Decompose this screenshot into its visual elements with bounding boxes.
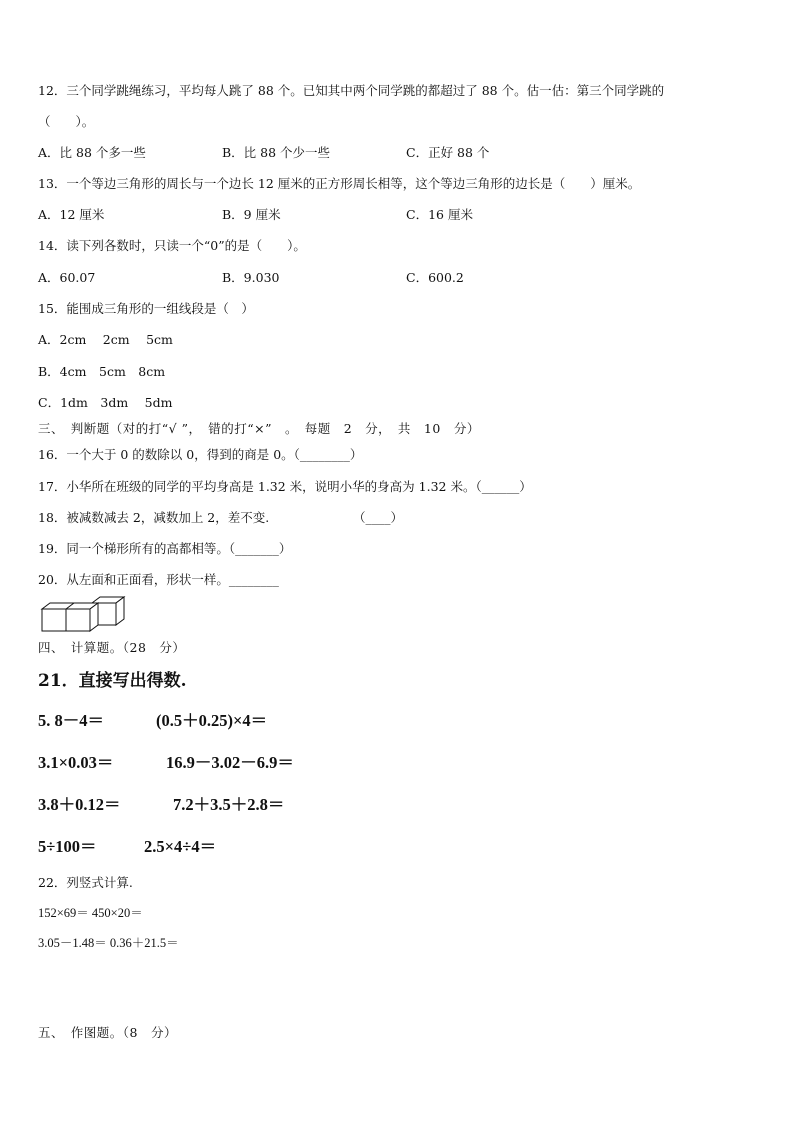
section-3-heading: 三、 判断题（对的打“√ ”， 错的打“×” 。 每题 2 分， 共 10 分） bbox=[38, 421, 480, 436]
q21-item-5: 3.8＋0.12＝ bbox=[38, 795, 121, 814]
q18-answer-blank[interactable]: （____） bbox=[353, 510, 404, 525]
cube-stack-figure bbox=[40, 595, 128, 635]
q21-row-4 bbox=[38, 836, 558, 858]
q13-option-c[interactable]: C．16 厘米 bbox=[406, 207, 473, 222]
q21-row-2 bbox=[38, 752, 558, 774]
q17-text: 17．小华所在班级的同学的平均身高是 1.32 米，说明小华的身高为 1.32 米。（______） bbox=[38, 479, 532, 494]
q18-text: 18．被减数减去 2，减数加上 2，差不变. bbox=[38, 510, 270, 525]
q21-item-7: 5÷100＝ bbox=[38, 837, 97, 856]
q12-answer-paren: （ ）。 bbox=[38, 114, 95, 129]
q13-option-a[interactable]: A．12 厘米 bbox=[38, 207, 105, 222]
q15-option-c[interactable]: C．1dm 3dm 5dm bbox=[38, 395, 173, 410]
q15-text: 15．能围成三角形的一组线段是（ ） bbox=[38, 301, 254, 316]
section-5-heading: 五、 作图题。（8 分） bbox=[38, 1025, 177, 1040]
q21-item-6: 7.2＋3.5＋2.8＝ bbox=[173, 795, 285, 814]
q14-option-b[interactable]: B．9.030 bbox=[222, 270, 280, 285]
q21-title: 21．直接写出得数. bbox=[38, 671, 187, 691]
q12-options bbox=[38, 145, 598, 161]
q12-text: 12．三个同学跳绳练习，平均每人跳了 88 个。已知其中两个同学跳的都超过了 88 个。估一估：第三个同学跳的 bbox=[38, 83, 665, 98]
q22-title: 22．列竖式计算. bbox=[38, 875, 133, 890]
q21-item-8: 2.5×4÷4＝ bbox=[144, 837, 217, 856]
q21-row-3 bbox=[38, 794, 558, 816]
q21-row-1 bbox=[38, 710, 558, 732]
q16-text: 16．一个大于 0 的数除以 0，得到的商是 0。（________） bbox=[38, 447, 363, 462]
q22-line-1: 152×69＝ 450×20＝ bbox=[38, 906, 143, 920]
q13-text: 13．一个等边三角形的周长与一个边长 12 厘米的正方形周长相等，这个等边三角形的边长是（ ）厘米。 bbox=[38, 176, 641, 191]
q22-line-2: 3.05－1.48＝ 0.36＋21.5＝ bbox=[38, 936, 179, 950]
q14-text: 14．读下列各数时，只读一个“0”的是（ ）。 bbox=[38, 238, 306, 253]
q21-item-4: 16.9－3.02－6.9＝ bbox=[166, 753, 294, 772]
q21-item-3: 3.1×0.03＝ bbox=[38, 753, 114, 772]
section-4-heading: 四、 计算题。（28 分） bbox=[38, 640, 186, 655]
q14-options bbox=[38, 270, 598, 286]
q15-option-a[interactable]: A．2cm 2cm 5cm bbox=[38, 332, 173, 347]
q13-options bbox=[38, 207, 598, 223]
q15-option-b[interactable]: B．4cm 5cm 8cm bbox=[38, 364, 166, 379]
q14-option-c[interactable]: C．600.2 bbox=[406, 270, 464, 285]
q21-item-1: 5. 8－4＝ bbox=[38, 711, 104, 730]
q12-option-c[interactable]: C．正好 88 个 bbox=[406, 145, 490, 160]
q20-text: 20．从左面和正面看，形状一样。________ bbox=[38, 572, 279, 587]
q21-item-2: (0.5＋0.25)×4＝ bbox=[156, 711, 268, 730]
q19-text: 19．同一个梯形所有的高都相等。（_______） bbox=[38, 541, 292, 556]
q12-option-a[interactable]: A．比 88 个多一些 bbox=[38, 145, 146, 160]
q13-option-b[interactable]: B．9 厘米 bbox=[222, 207, 281, 222]
q14-option-a[interactable]: A．60.07 bbox=[38, 270, 96, 285]
q12-option-b[interactable]: B．比 88 个少一些 bbox=[222, 145, 331, 160]
